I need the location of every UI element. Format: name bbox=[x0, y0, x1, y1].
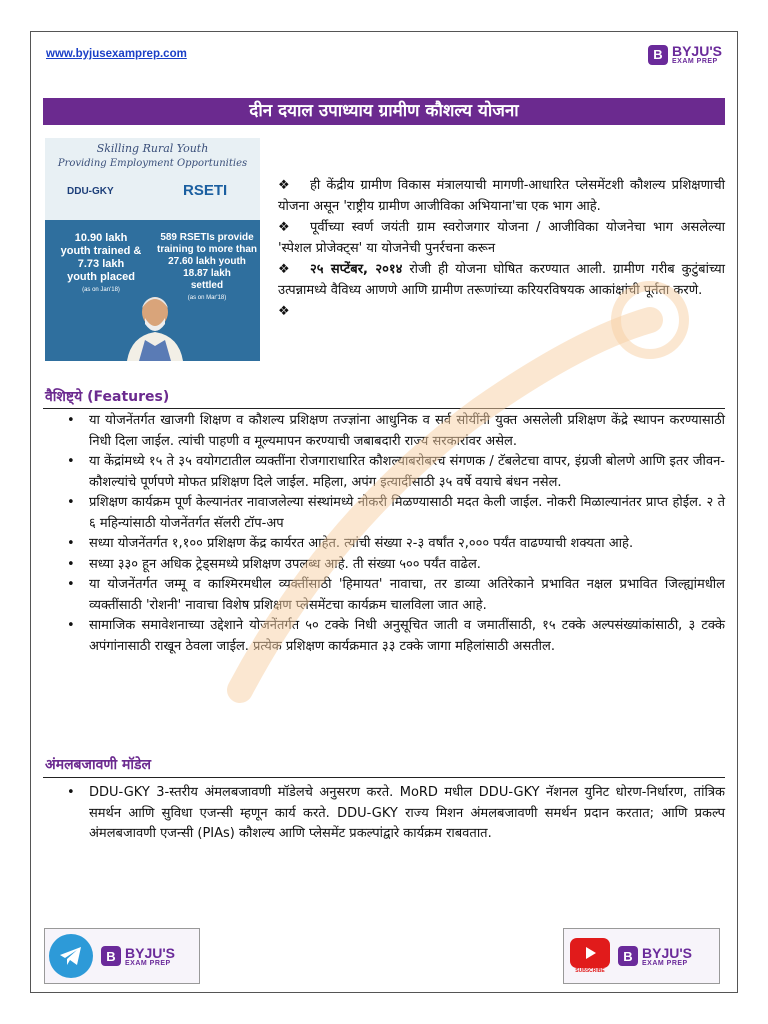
stat-left-2: youth trained & bbox=[60, 245, 142, 257]
brand-mark-icon: B bbox=[648, 45, 668, 65]
feature-item: • या केंद्रांमध्ये १५ ते ३५ वयोगटातील व्यक्तींना रोजगाराधारित कौशल्याबरोबरच संगणक / टॅबलेटचा वापर, इंग्रजी बोलणे आणि इतर जीवन-कौशल्यांचे पूर्णपणे मोफत प्रशिक्षण दिले जाईल. महिला, अपंग इत्यादींसाठी ३५ वर्षे वयाचे बंधन नसेल. bbox=[89, 452, 725, 493]
intro-p1: ही केंद्रीय ग्रामीण विकास मंत्रालयाची मागणी-आधारित प्लेसमेंटशी कौशल्य प्रशिक्षणाची योजना असून 'राष्ट्रीय ग्रामीण आजीविका अभियाना'चा एक भाग आहे. bbox=[278, 178, 725, 214]
intro-paragraph bbox=[278, 259, 725, 301]
stat-right-3: 27.60 lakh youth bbox=[168, 256, 246, 267]
stat-left-note: (as on Jan'18) bbox=[82, 287, 120, 293]
features-heading-mr: वैशिष्ट्ये bbox=[45, 389, 83, 405]
feature-item: • या योजनेंतर्गत जम्मू व काश्मिरमधील व्यक्तींसाठी 'हिमायत' नावाचा, तर डाव्या अतिरेकाने प्रभावित नक्षल प्रभावित जिल्ह्यांमधील व्यक्तींसाठी 'रोशनी' नावाचा विशेष प्रशिक्षण प्लेसमेंटचा कार्यक्रम चालविला जात आहे. bbox=[89, 575, 725, 616]
feature-item: • सध्या योजनेंतर्गत १,१०० प्रशिक्षण केंद्र कार्यरत आहेत. त्यांची संख्या २-३ वर्षांत २,००० पर्यंत वाढण्याची शक्यता आहे. bbox=[89, 534, 725, 555]
brand-sub: EXAM PREP bbox=[642, 959, 688, 967]
youtube-play-icon bbox=[570, 938, 610, 968]
scheme-banner-image bbox=[45, 138, 260, 361]
brand-mark-icon: B bbox=[101, 946, 121, 966]
feature-item: • प्रशिक्षण कार्यक्रम पूर्ण केल्यानंतर नावाजलेल्या संस्थांमध्ये नोकरी मिळण्यासाठी मदत केली जाईल. नोकरी मिळाल्यानंतर प्राप्त होईल. २ ते ६ महिन्यांसाठी योजनेंतर्गत सॅलरी टॉप-अप bbox=[89, 493, 725, 534]
intro-date: २५ सप्टेंबर, २०१४ bbox=[310, 262, 403, 277]
stat-right-1: 589 RSETIs provide bbox=[160, 232, 254, 243]
banner-tagline-1: Skilling Rural Youth bbox=[96, 142, 209, 155]
portrait-photo bbox=[125, 288, 185, 361]
intro-paragraph bbox=[278, 175, 725, 217]
section-divider bbox=[43, 777, 725, 778]
brand-sub: EXAM PREP bbox=[125, 959, 171, 967]
feature-item: • या योजनेंतर्गत खाजगी शिक्षण व कौशल्य प्रशिक्षण तज्ज्ञांना आधुनिक व सर्व सोयींनी युक्त असलेली प्रशिक्षण केंद्रे स्थापन करण्यासाठी निधी दिला जाईल. त्यांची पाहणी व मूल्यमापन करण्याची जबाबदारी राज्य सरकारांवर असेल. bbox=[89, 411, 725, 452]
diamond-bullet-icon: ❖ bbox=[278, 220, 290, 235]
brand-name: BYJU'S bbox=[671, 43, 722, 59]
telegram-icon bbox=[49, 934, 93, 978]
telegram-promo-badge[interactable] bbox=[44, 928, 200, 984]
diamond-bullet-icon: ❖ bbox=[278, 304, 290, 319]
implementation-list bbox=[89, 783, 725, 845]
banner-tagline-2: Providing Employment Opportunities bbox=[57, 158, 248, 169]
page-title: दीन दयाल उपाध्याय ग्रामीण कौशल्य योजना bbox=[43, 98, 725, 125]
feature-item: • सध्या ३३० हून अधिक ट्रेड्समध्ये प्रशिक्षण उपलब्ध आहे. ती संख्या ५०० पर्यंत वाढेल. bbox=[89, 555, 725, 576]
intro-paragraph bbox=[278, 301, 725, 322]
intro-p3: रोजी ही योजना घोषित करण्यात आली. ग्रामीण गरीब कुटुंबांच्या उत्पन्नामध्ये वैविध्य आणणे आणि ग्रामीण तरूणांच्या करियरविषयक आकांक्षांची पूर्तता करणे. bbox=[278, 262, 726, 298]
stat-right-5: settled bbox=[190, 280, 224, 291]
stat-left-3: 7.73 lakh bbox=[77, 258, 125, 270]
stat-right-2: training to more than bbox=[157, 244, 257, 255]
stat-left-1: 10.90 lakh bbox=[74, 232, 128, 244]
brand-name: BYJU'S bbox=[642, 944, 693, 961]
features-heading bbox=[45, 387, 169, 406]
brand-sub: EXAM PREP bbox=[671, 58, 718, 65]
feature-item: • सामाजिक समावेशनाच्या उद्देशाने योजनेंतर्गत ५० टक्के निधी अनुसूचित जाती व जमातींसाठी, १५ टक्के अल्पसंख्यांकांसाठी, ३ टक्के अपंगांनासाठी राखून ठेवला जाईल. प्रत्येक प्रशिक्षण कार्यक्रमात ३३ टक्के जागा महिलांसाठी असतील. bbox=[89, 616, 725, 657]
diamond-bullet-icon: ❖ bbox=[278, 178, 290, 193]
stat-right-4: 18.87 lakh bbox=[183, 268, 231, 279]
implementation-item: • DDU-GKY 3-स्तरीय अंमलबजावणी मॉडेलचे अनुसरण करते. MoRD मधील DDU-GKY नॅशनल युनिट धोरण-निर्धारण, तांत्रिक समर्थन आणि सुविधा एजन्सी म्हणून कार्य करते. DDU-GKY राज्य मिशन अंमलबजावणी समर्थन प्रदान करतात; आणि प्रकल्प अंमलबजावणी एजन्सी (PIAs) कौशल्य आणि प्लेसमेंट प्रकल्पांद्वारे कार्यक्रम राबवतात. bbox=[89, 783, 725, 845]
diamond-bullet-icon: ❖ bbox=[278, 262, 290, 277]
intro-paragraph bbox=[278, 217, 725, 259]
stat-right-note: (as on Mar'18) bbox=[187, 295, 227, 301]
features-heading-en: (Features) bbox=[82, 389, 170, 405]
features-list bbox=[89, 411, 725, 657]
intro-p2: पूर्वीच्या स्वर्ण जयंती ग्राम स्वरोजगार योजना / आजीविका योजनेचा भाग असलेल्या 'स्पेशल प्रोजेक्ट्स' या योजनेची पुनर्रचना करून bbox=[278, 220, 725, 256]
stat-left-4: youth placed bbox=[67, 271, 135, 283]
implementation-heading: अंमलबजावणी मॉडेल bbox=[45, 757, 151, 773]
ddu-gky-logo: DDU-GKY bbox=[67, 186, 114, 197]
section-divider bbox=[43, 408, 725, 409]
intro-text bbox=[278, 175, 725, 322]
brand-mark-icon: B bbox=[618, 946, 638, 966]
rseti-logo: RSETI bbox=[183, 182, 228, 199]
youtube-promo-badge[interactable] bbox=[563, 928, 720, 984]
header-brand-logo[interactable] bbox=[648, 44, 722, 65]
site-link[interactable]: www.byjusexamprep.com bbox=[46, 48, 187, 60]
subscribe-label: SUBSCRIBE bbox=[575, 968, 605, 974]
brand-name: BYJU'S bbox=[125, 944, 176, 961]
